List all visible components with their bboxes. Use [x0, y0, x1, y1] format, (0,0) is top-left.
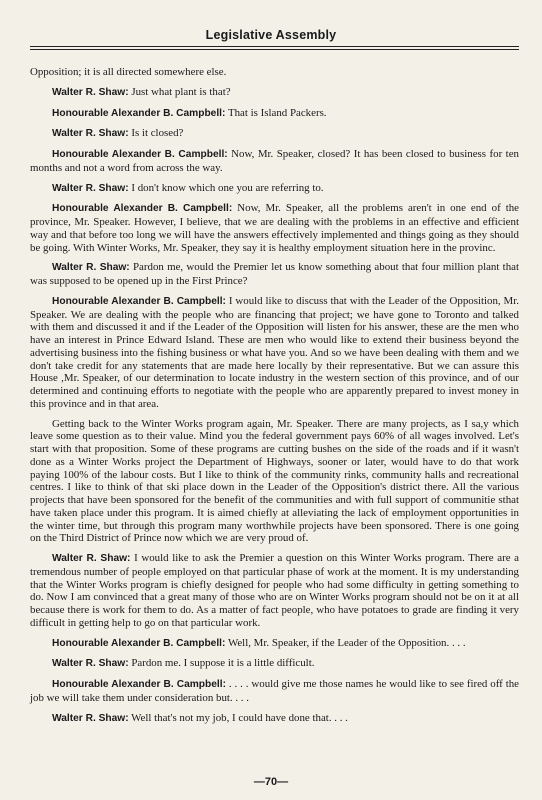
speaker-name: Honourable Alexander B. Campbell:	[52, 149, 228, 160]
speaker-name: Honourable Alexander B. Campbell:	[52, 637, 226, 649]
paragraph-text: I don't know which one you are referring to.	[131, 181, 324, 194]
paragraph	[30, 182, 519, 196]
speaker-name: Honourable Alexander B. Campbell:	[52, 107, 226, 119]
page-number: —70—	[253, 776, 289, 788]
paragraph-text: I would like to discuss that with the Leader of the Opposition, Mr. Speaker. We are dealing with the people who are financing that project; we have gone to Toronto and talked with them and discussed it and if the Leader of the Opposition will listen for his answer, these are the men who have an interest in Prince Edward Island. These are men who would like to extend their business beyond the advertising business into the fishing business or what have you. And so we have been dealing with them and we don't take credit for any statements that are made here locally by their representative. But we can assure this House ,Mr. Speaker, of our determination to locate industry in the western section of this province, and of our determined and continuing efforts to negotiate with the people who are apparently prepared to invest money in this province and in that area.	[30, 294, 519, 410]
page-header-title: Legislative Assembly	[205, 28, 337, 42]
paragraph-text: Is it closed?	[131, 127, 184, 140]
paragraph-text: Pardon me, would the Premier let us know something about that four million plant that was supposed to be opened up in the First Prince?	[30, 261, 519, 287]
speaker-name: Honourable Alexander B. Campbell:	[52, 203, 233, 215]
paragraph	[30, 107, 519, 121]
paragraph	[30, 202, 519, 254]
speaker-name: Walter R. Shaw:	[52, 553, 131, 564]
paragraph	[30, 66, 519, 79]
paragraph-text: Now, Mr. Speaker, all the problems aren't in one end of the province, Mr. Speaker. However, I believe, that we are dealing with the problems in an effective and efficient way and that before too long we will have the answers effectively implemented and things going as they should be going. With Winter Works, Mr. Speaker, they say it is healthy employment situation here in the provinc.	[30, 202, 520, 254]
speaker-name: Honourable Alexander B. Campbell:	[52, 679, 226, 690]
paragraph	[30, 418, 519, 546]
paragraph	[30, 148, 519, 175]
paragraph-text: Getting back to the Winter Works program again, Mr. Speaker. There are many projects, as I sa,y which leave some question as to their value. Mind you the federal government pays 60% of all wages involved. Let's start with that proposition. Some of these programs are cutting bushes on the side of the roads and if it wasn't done as a Winter Works project the Department of Highways, sooner or later, would have to do that work paying 100% of the labour costs. But I like to think of the community rinks, community halls and recreational centres. I like to think of that ski place down in the Leader of the Opposition's district there. All the various projects that have been sponsored for the benefit of the communities and with full support of communitie sthat have taken place under this program. It is aimed chiefly at alleviating the lack of employment opportunities in the winter time, but through this program many worthwhile projects have been sponsored. There is one going on the Third District of Prince now which we are very proud of.	[30, 417, 519, 545]
paragraph	[30, 657, 519, 671]
paragraph	[30, 678, 519, 705]
paragraph	[30, 127, 519, 141]
speaker-name: Walter R. Shaw:	[52, 658, 129, 670]
header-rule	[30, 46, 519, 50]
speaker-name: Walter R. Shaw:	[52, 262, 130, 274]
transcript-body	[30, 66, 519, 732]
paragraph	[30, 295, 519, 411]
paragraph	[30, 712, 519, 726]
paragraph	[30, 552, 519, 630]
paragraph-text: Opposition; it is all directed somewhere else.	[30, 66, 227, 78]
speaker-name: Walter R. Shaw:	[52, 182, 129, 194]
paragraph-text: . . . . would give me those names he would like to see fired off the job we will take them under consideration but. . . .	[30, 678, 520, 704]
speaker-name: Walter R. Shaw:	[52, 128, 129, 140]
speaker-name: Walter R. Shaw:	[52, 86, 129, 98]
paragraph-text: Pardon me. I suppose it is a little difficult.	[131, 657, 315, 670]
paragraph-text: That is Island Packers.	[227, 106, 327, 119]
paragraph-text: Well, Mr. Speaker, if the Leader of the Opposition. . . .	[227, 636, 466, 649]
paragraph-text: Well that's not my job, I could have done that. . . .	[131, 711, 348, 724]
paragraph-text: Just what plant is that?	[131, 85, 231, 98]
paragraph	[30, 86, 519, 100]
speaker-name: Honourable Alexander B. Campbell:	[52, 295, 226, 307]
paragraph-text: I would like to ask the Premier a question on this Winter Works program. There are a tremendous number of people employed on that particular phase of work at the moment. It is my understanding that the Winter Works program is chiefly designed for people who had some difficulty in getting something to do. Now I am convinced that a great many of those who are on Winter Works program should not be on it at all because there is work for them to do. As a matter of fact people, who have potatoes to grade are finding it very difficult in getting help to go on that particular work.	[30, 552, 520, 629]
speaker-name: Walter R. Shaw:	[52, 712, 129, 724]
paragraph-text: Now, Mr. Speaker, closed? It has been closed to business for ten months and not a word from across the way.	[30, 148, 519, 174]
paragraph	[30, 261, 519, 288]
paragraph	[30, 637, 519, 651]
